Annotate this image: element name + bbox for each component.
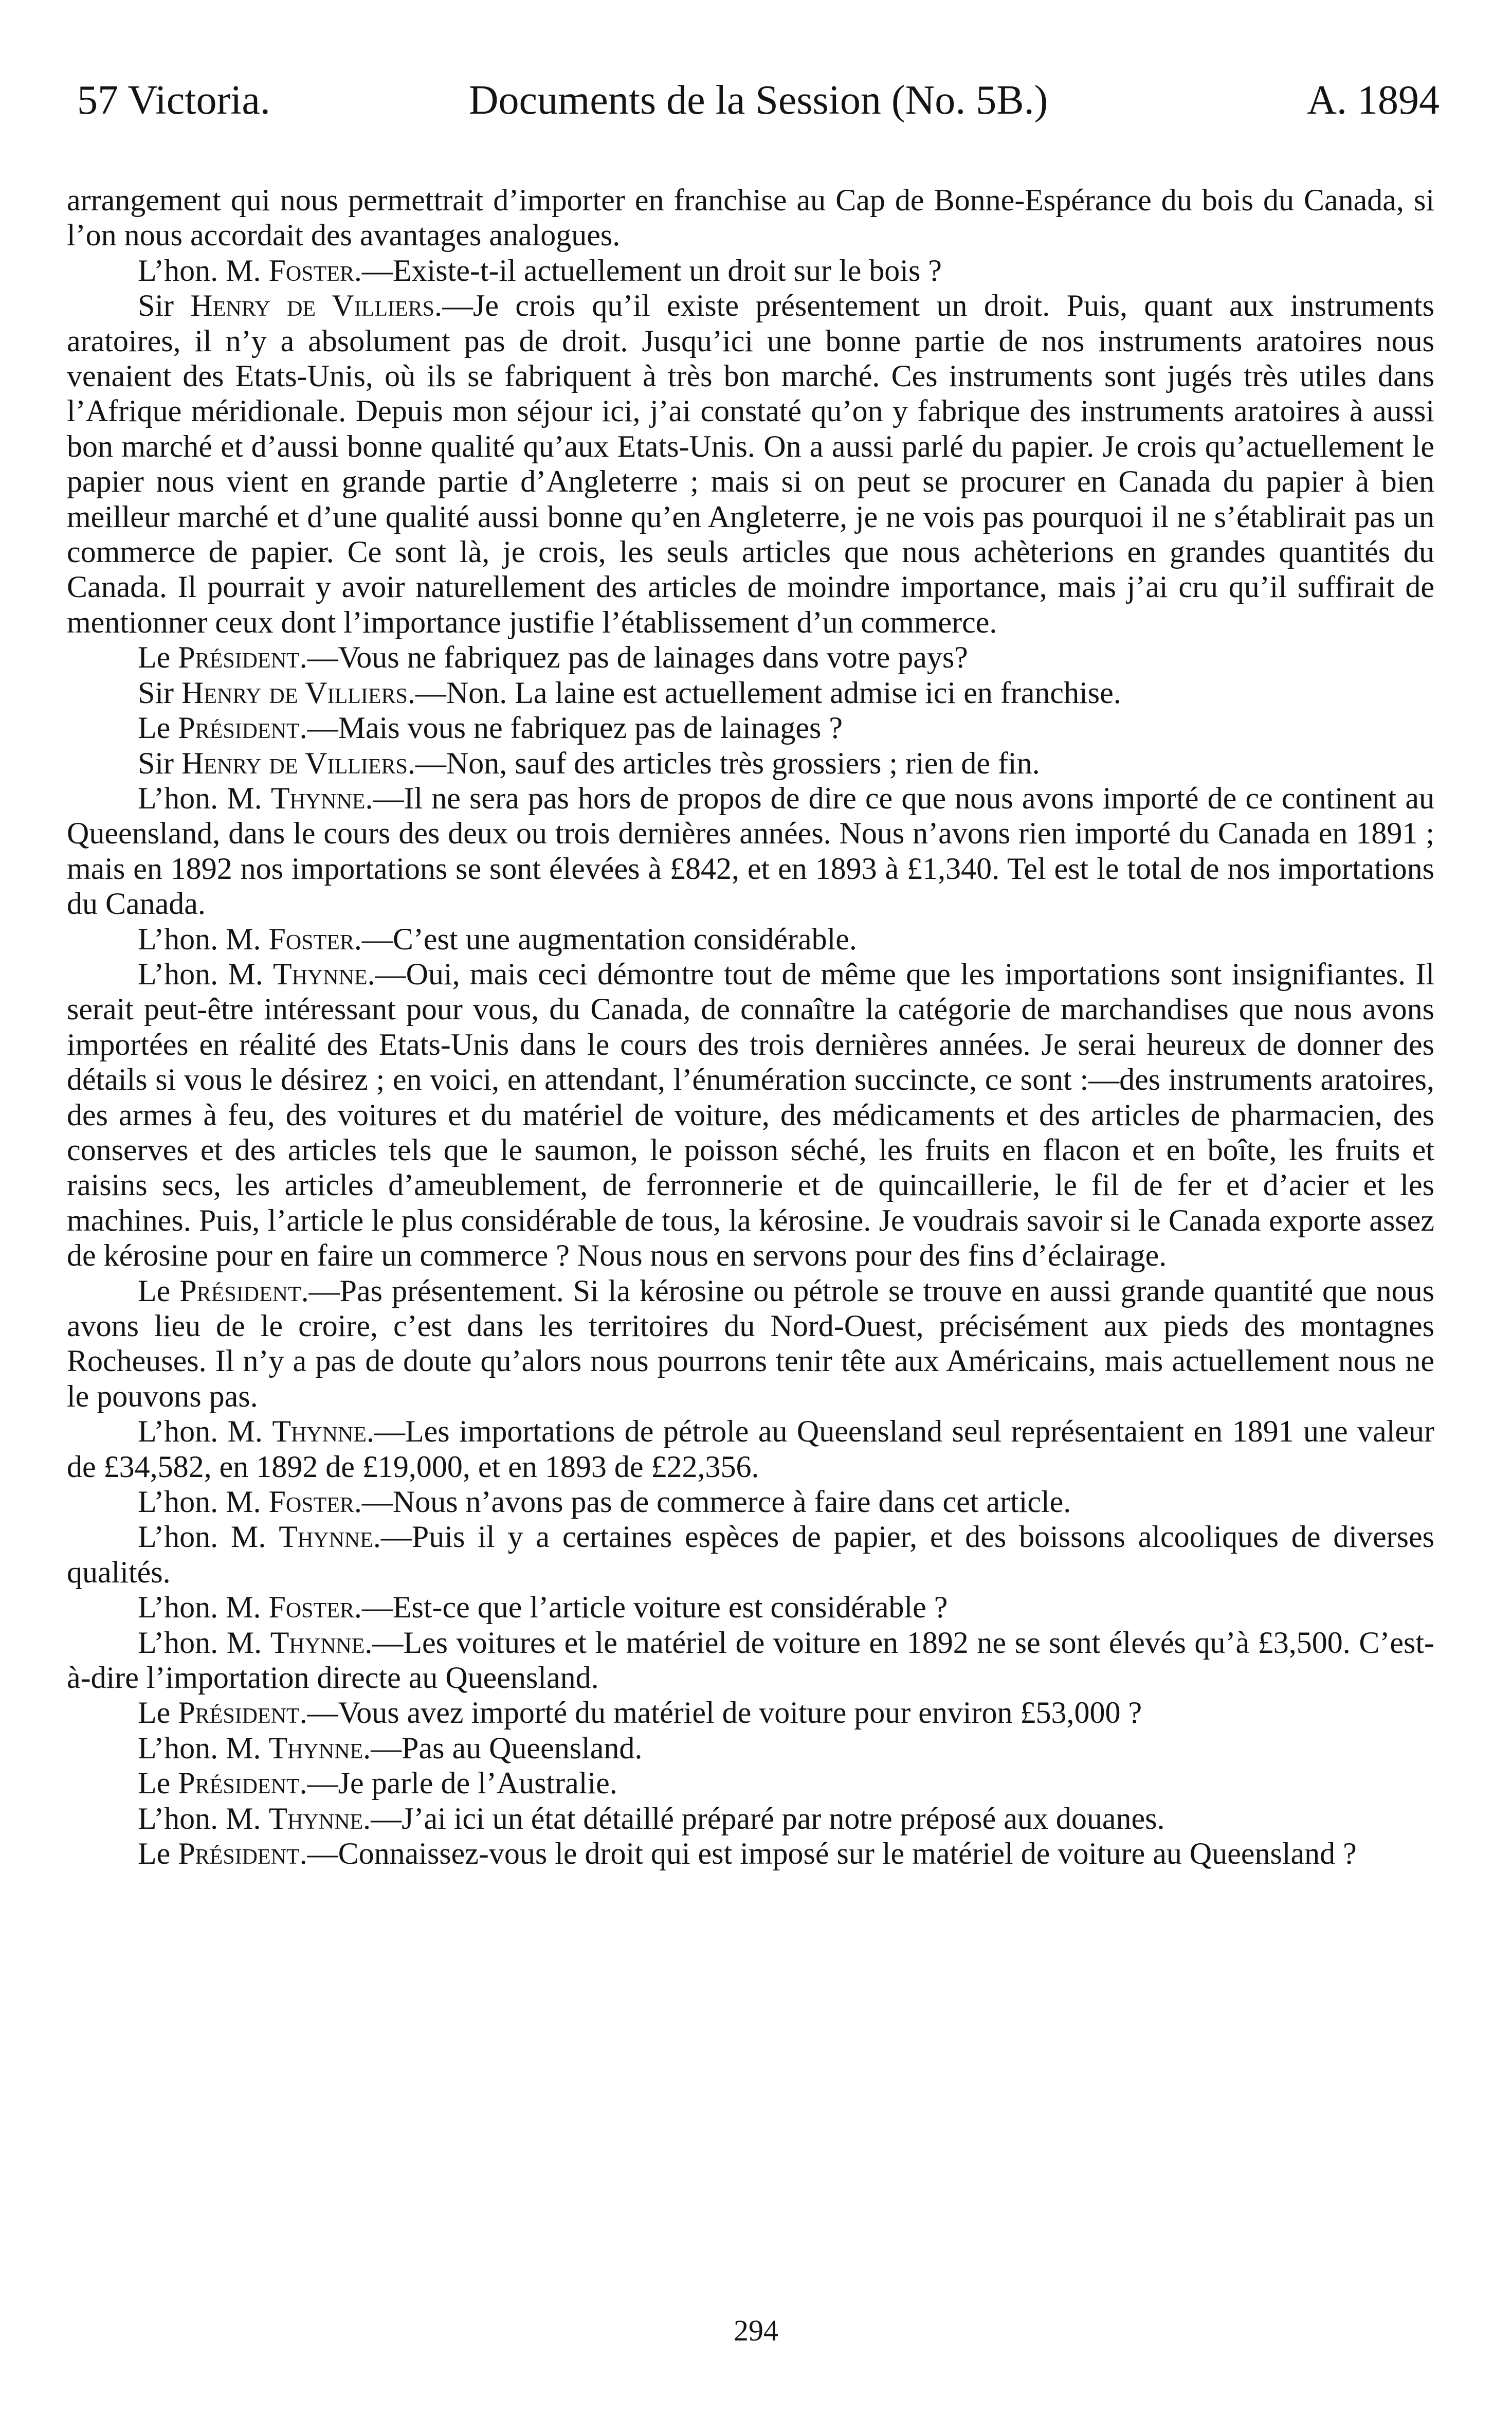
paragraph <box>67 746 1434 781</box>
speaker-name: Thynne <box>270 781 366 815</box>
paragraph <box>67 675 1434 710</box>
paragraph <box>67 957 1434 1273</box>
paragraph-text: .—Non, sauf des articles très grossiers ; rien de fin. <box>407 746 1040 780</box>
paragraph-text: .—Existe-t-il actuellement un droit sur le bois ? <box>354 253 942 287</box>
speaker-name: Thynne <box>272 957 368 991</box>
paragraph-text: .—Nous n’avons pas de commerce à faire dans cet article. <box>354 1485 1071 1519</box>
paragraph <box>67 1766 1434 1800</box>
speaker-prefix: Le <box>138 711 178 745</box>
speaker-name: Président <box>178 1696 300 1730</box>
speaker-prefix: L’hon. M. <box>138 957 273 991</box>
paragraph <box>67 288 1434 640</box>
speaker-name: Foster <box>268 1485 354 1519</box>
speaker-prefix: L’hon. M. <box>138 253 269 287</box>
paragraph <box>67 922 1434 957</box>
speaker-name: Thynne <box>279 1520 373 1554</box>
speaker-name: Président <box>178 1766 300 1800</box>
page-number: 294 <box>734 2314 778 2347</box>
paragraph-text: .—Les voitures et le matériel de voiture en 1892 ne se sont élevés qu’à £3,500. C’est-à-dire l’importation directe au Queensland. <box>67 1625 1434 1695</box>
paragraph-text: .—Je parle de l’Australie. <box>299 1766 617 1800</box>
speaker-name: Henry de Villiers <box>181 746 408 780</box>
paragraph <box>67 1801 1434 1836</box>
paragraph-text: .—Les importations de pétrole au Queensland seul représentaient en 1891 une valeur de £34,582, en 1892 de £19,000, et en 1893 de £22,356. <box>67 1414 1434 1484</box>
speaker-prefix: L’hon. M. <box>138 1590 269 1625</box>
speaker-prefix: Le <box>138 1696 178 1730</box>
speaker-prefix: L’hon. M. <box>138 1520 279 1554</box>
body-text <box>67 183 1434 1871</box>
paragraph <box>67 1519 1434 1590</box>
speaker-name: Président <box>178 1836 300 1871</box>
paragraph-text: .—Pas présentement. Si la kérosine ou pétrole se trouve en aussi grande quantité que nous avons lieu de le croire, c’est dans les territoires du Nord-Ouest, précisément aux pieds des montagnes Rocheuses. Il n’y a pas de doute qu’alors nous pourrons tenir tête aux Américains, mais actuellement nous ne le pouvons pas. <box>67 1273 1434 1413</box>
paragraph-text: .—Oui, mais ceci démontre tout de même que les importations sont insignifiantes. Il serait peut-être intéressant pour vous, du Canada, de connaître la catégorie de marchandises que nous avons importées en réalité des Etats-Unis dans le cours des trois dernières années. Je serai heureux de donner des détails si vous le désirez ; en voici, en attendant, l’énumération succincte, ce sont :—des instruments aratoires, des armes à feu, des voitures et du matériel de voiture, des médicaments et des articles de pharmacien, des conserves et des articles tels que le saumon, le poisson séché, les fruits en flacon et en boîte, les fruits et raisins secs, les articles d’ameublement, de ferronnerie et de quincaillerie, le fil de fer et d’acier et les machines. Puis, l’article le plus considérable de tous, la kérosine. Je voudrais savoir si le Canada exporte assez de kérosine pour en faire un commerce ? Nous nous en servons pour des fins d’éclairage. <box>67 957 1434 1273</box>
paragraph <box>67 1414 1434 1484</box>
running-header <box>77 77 1440 134</box>
paragraph <box>67 253 1434 288</box>
paragraph <box>67 1731 1434 1766</box>
speaker-name: Henry de Villiers <box>181 675 408 710</box>
paragraph <box>67 1484 1434 1519</box>
paragraph-text: .—Puis il y a certaines espèces de papier, et des boissons alcooliques de diverses qualités. <box>67 1520 1434 1589</box>
header-year: A. 1894 <box>1307 78 1440 123</box>
speaker-name: Thynne <box>272 1414 367 1449</box>
header-title: Documents de la Session (No. 5B.) <box>468 78 1048 123</box>
speaker-prefix: Le <box>138 1766 178 1800</box>
paragraph-text: .—Vous ne fabriquez pas de lainages dans votre pays? <box>299 640 968 675</box>
speaker-prefix: L’hon. M. <box>138 922 269 956</box>
paragraph <box>67 1273 1434 1414</box>
paragraph-text: .—Vous avez importé du matériel de voiture pour environ £53,000 ? <box>299 1696 1142 1730</box>
speaker-prefix: Le <box>138 1273 180 1308</box>
speaker-name: Président <box>178 640 300 675</box>
paragraph-text: arrangement qui nous permettrait d’importer en franchise au Cap de Bonne-Espérance du bois du Canada, si l’on nous accordait des avantages analogues. <box>67 183 1434 253</box>
speaker-prefix: Le <box>138 640 178 675</box>
speaker-prefix: Le <box>138 1836 178 1871</box>
paragraph <box>67 183 1434 253</box>
speaker-name: Thynne <box>270 1625 365 1660</box>
paragraph-text: .—Je crois qu’il existe présentement un droit. Puis, quant aux instruments aratoires, il n’y a absolument pas de droit. Jusqu’ici une bonne partie de nos instruments aratoires nous venaient des Etats-Unis, où ils se fabriquent à très bon marché. Ces instruments sont jugés très utiles dans l’Afrique méridionale. Depuis mon séjour ici, j’ai constaté qu’on y fabrique des instruments aratoires à aussi bon marché et d’aussi bonne qualité qu’aux Etats-Unis. On a aussi parlé du papier. Je crois qu’actuellement le papier nous vient en grande partie d’Angleterre ; mais si on peut se procurer en Canada du papier à bien meilleur marché et d’une qualité aussi bonne qu’en Angleterre, je ne vois pas pourquoi il ne s’établirait pas un commerce de papier. Ce sont là, je crois, les seuls articles que nous achèterions en grandes quantités du Canada. Il pourrait y avoir naturellement des articles de moindre importance, mais j’ai cru qu’il suffirait de mentionner ceux dont l’importance justifie l’établissement d’un commerce. <box>67 289 1434 639</box>
speaker-prefix: L’hon. M. <box>138 1485 269 1519</box>
paragraph-text: .—Non. La laine est actuellement admise ici en franchise. <box>407 675 1121 710</box>
header-regnal-year: 57 Victoria. <box>77 78 270 123</box>
speaker-name: Foster <box>268 1590 354 1625</box>
speaker-name: Henry de Villiers <box>190 289 434 323</box>
speaker-name: Foster <box>268 253 354 287</box>
paragraph <box>67 1836 1434 1871</box>
paragraph <box>67 1695 1434 1730</box>
paragraph-text: .—Pas au Queensland. <box>363 1731 643 1765</box>
speaker-prefix: L’hon. M. <box>138 1731 269 1765</box>
speaker-name: Thynne <box>268 1731 363 1765</box>
paragraph-text: .—Mais vous ne fabriquez pas de lainages ? <box>299 711 843 745</box>
paragraph <box>67 640 1434 675</box>
speaker-name: Foster <box>268 922 354 956</box>
speaker-name: Président <box>179 1273 301 1308</box>
paragraph-text: .—Est-ce que l’article voiture est considérable ? <box>354 1590 948 1625</box>
speaker-prefix: L’hon. M. <box>138 1801 269 1835</box>
paragraph <box>67 781 1434 922</box>
paragraph-text: .—J’ai ici un état détaillé préparé par notre préposé aux douanes. <box>363 1801 1165 1835</box>
speaker-prefix: L’hon. M. <box>138 1625 270 1660</box>
speaker-name: Thynne <box>268 1801 363 1835</box>
speaker-prefix: Sir <box>138 746 182 780</box>
paragraph-text: .—C’est une augmentation considérable. <box>354 922 857 956</box>
speaker-prefix: L’hon. M. <box>138 1414 272 1449</box>
paragraph <box>67 710 1434 745</box>
paragraph-text: .—Connaissez-vous le droit qui est imposé sur le matériel de voiture au Queensland ? <box>299 1836 1357 1871</box>
speaker-prefix: Sir <box>138 289 191 323</box>
paragraph <box>67 1590 1434 1625</box>
speaker-prefix: Sir <box>138 675 182 710</box>
speaker-name: Président <box>178 711 300 745</box>
speaker-prefix: L’hon. M. <box>138 781 271 815</box>
paragraph <box>67 1625 1434 1696</box>
paragraph-text: .—Il ne sera pas hors de propos de dire ce que nous avons importé de ce continent au Queensland, dans le cours des deux ou trois dernières années. Nous n’avons rien importé du Canada en 1891 ; mais en 1892 nos importations se sont élevées à £842, et en 1893 à £1,340. Tel est le total de nos importations du Canada. <box>67 781 1434 921</box>
